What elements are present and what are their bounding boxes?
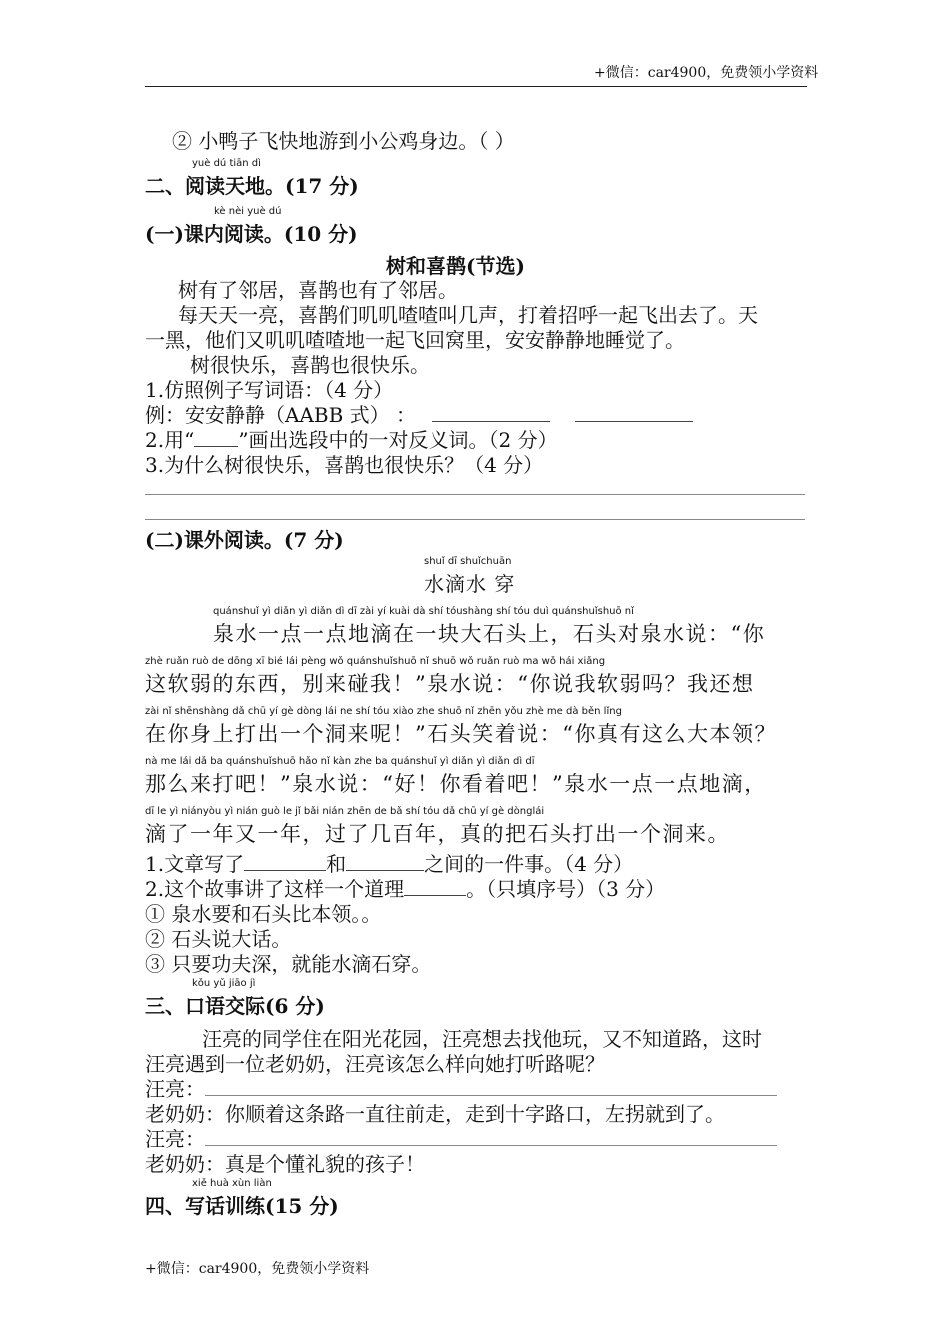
header-rule [145,86,807,87]
section-3-title: 三、口语交际(6 分) [145,994,325,1018]
speaker-label: 汪亮： [145,1127,205,1151]
subsection-2-title: (二)课外阅读。(7 分) [145,528,344,552]
option-1: ① 泉水要和石头比本领。。 [145,902,382,926]
question-text: 之间的一件事。（4 分） [424,852,634,876]
passage-2-title-pinyin: shuǐ dī shuǐchuān [424,556,512,567]
passage-1-line: 树有了邻居，喜鹊也有了邻居。 [178,278,458,302]
ruby-line [145,706,810,758]
ruby-pinyin: nà me lái dǎ ba quánshuǐshuō hǎo nǐ kàn zhe ba quánshuǐ yì diǎn yì diǎn dì dī [145,756,535,767]
subsection-1-title: (一)课内阅读。(10 分) [145,222,358,246]
header-note: +微信：car4900，免费领小学资料 [594,65,819,81]
answer-line[interactable] [145,494,805,495]
answer-blank[interactable] [205,1095,777,1096]
answer-blank[interactable] [432,421,550,422]
section-4-pinyin: xiě huà xùn liàn [192,1178,272,1189]
answer-blank[interactable] [575,421,693,422]
passage-1-line: 每天天一亮，喜鹊们叽叽喳喳叫几声，打着招呼一起飞出去了。天 [178,303,758,327]
underline-sample [194,446,238,447]
ruby-text: 滴了一年又一年，过了几百年，真的把石头打出一个洞来。 [145,822,730,846]
answer-blank[interactable] [346,870,424,871]
question-text: 和 [326,852,347,876]
dialogue-line: 老奶奶：真是个懂礼貌的孩子！ [145,1152,425,1176]
question-text: 2.这个故事讲了这样一个道理 [145,877,405,901]
section-2-title: 二、阅读天地。(17 分) [145,174,359,198]
ruby-line [145,656,810,708]
answer-blank[interactable] [404,895,466,896]
question-text: 2.用“ [145,428,195,452]
question-text: 。（只填序号）（3 分） [466,877,666,901]
section-4-title: 四、写话训练(15 分) [145,1194,339,1218]
answer-line[interactable] [145,519,805,520]
ruby-pinyin: zhè ruǎn ruò de dōng xī bié lái pèng wǒ quánshuǐshuō nǐ shuō wǒ ruǎn ruò ma wǒ hái xiǎng [145,656,606,667]
ruby-line [145,756,810,808]
footer-note: +微信：car4900，免费领小学资料 [145,1261,370,1277]
answer-blank[interactable] [244,870,326,871]
speaker-label: 汪亮： [145,1077,205,1101]
ruby-text: 在你身上打出一个洞来呢！”石头笑着说：“你真有这么大本领？ [145,722,777,746]
question-text: 1.文章写了 [145,852,245,876]
ruby-line [145,606,810,658]
passage-1-title: 树和喜鹊(节选) [386,254,525,278]
answer-blank[interactable] [205,1145,777,1146]
ruby-pinyin: dī le yì niányòu yì nián guò le jǐ bǎi nián zhēn de bǎ shí tóu dǎ chū yí gè dònglái [145,806,545,817]
ruby-pinyin: quánshuǐ yì diǎn yì diǎn dì dī zài yí kuài dà shí tóushàng shí tóu duì quánshuǐshuō nǐ [213,606,634,617]
section-3-paragraph: 汪亮的同学住在阳光花园，汪亮想去找他玩，又不知道路，这时 [202,1027,762,1051]
section-2-pinyin: yuè dú tiān dì [192,158,261,169]
passage-1-line: 树很快乐，喜鹊也很快乐。 [190,353,430,377]
ruby-text: 泉水一点一点地滴在一块大石头上，石头对泉水说：“你 [213,622,766,646]
option-3: ③ 只要功夫深，就能水滴石穿。 [145,952,432,976]
ruby-text: 这软弱的东西，别来碰我！”泉水说：“你说我软弱吗？我还想 [145,672,755,696]
ruby-pinyin: zài nǐ shēnshàng dǎ chū yí gè dòng lái ne shí tóu xiào zhe shuō nǐ zhēn yǒu zhè me dà běn lǐng [145,706,622,717]
example-text: 例：安安静静（AABB 式） ： [145,403,416,427]
subsection-1-pinyin: kè nèi yuè dú [214,206,282,217]
section-3-paragraph: 汪亮遇到一位老奶奶，汪亮该怎么样向她打听路呢？ [145,1052,605,1076]
passage-2-title: 水滴水 穿 [424,572,516,596]
option-2: ② 石头说大话。 [145,927,292,951]
question-item-2: ② 小鸭子飞快地游到小公鸡身边。（ ） [172,129,515,153]
question-1-1: 1.仿照例子写词语：（4 分） [145,378,394,402]
ruby-text: 那么来打吧！”泉水说：“好！你看着吧！”泉水一点一点地滴， [145,772,767,796]
section-3-pinyin: kǒu yǔ jiāo jì [192,978,256,989]
dialogue-line: 老奶奶：你顺着这条路一直往前走，走到十字路口，左拐就到了。 [145,1102,725,1126]
question-1-3: 3.为什么树很快乐，喜鹊也很快乐？（4 分） [145,453,544,477]
passage-1-line: 一黑，他们又叽叽喳喳地一起飞回窝里，安安静静地睡觉了。 [145,328,685,352]
question-text: ”画出选段中的一对反义词。（2 分） [238,428,558,452]
